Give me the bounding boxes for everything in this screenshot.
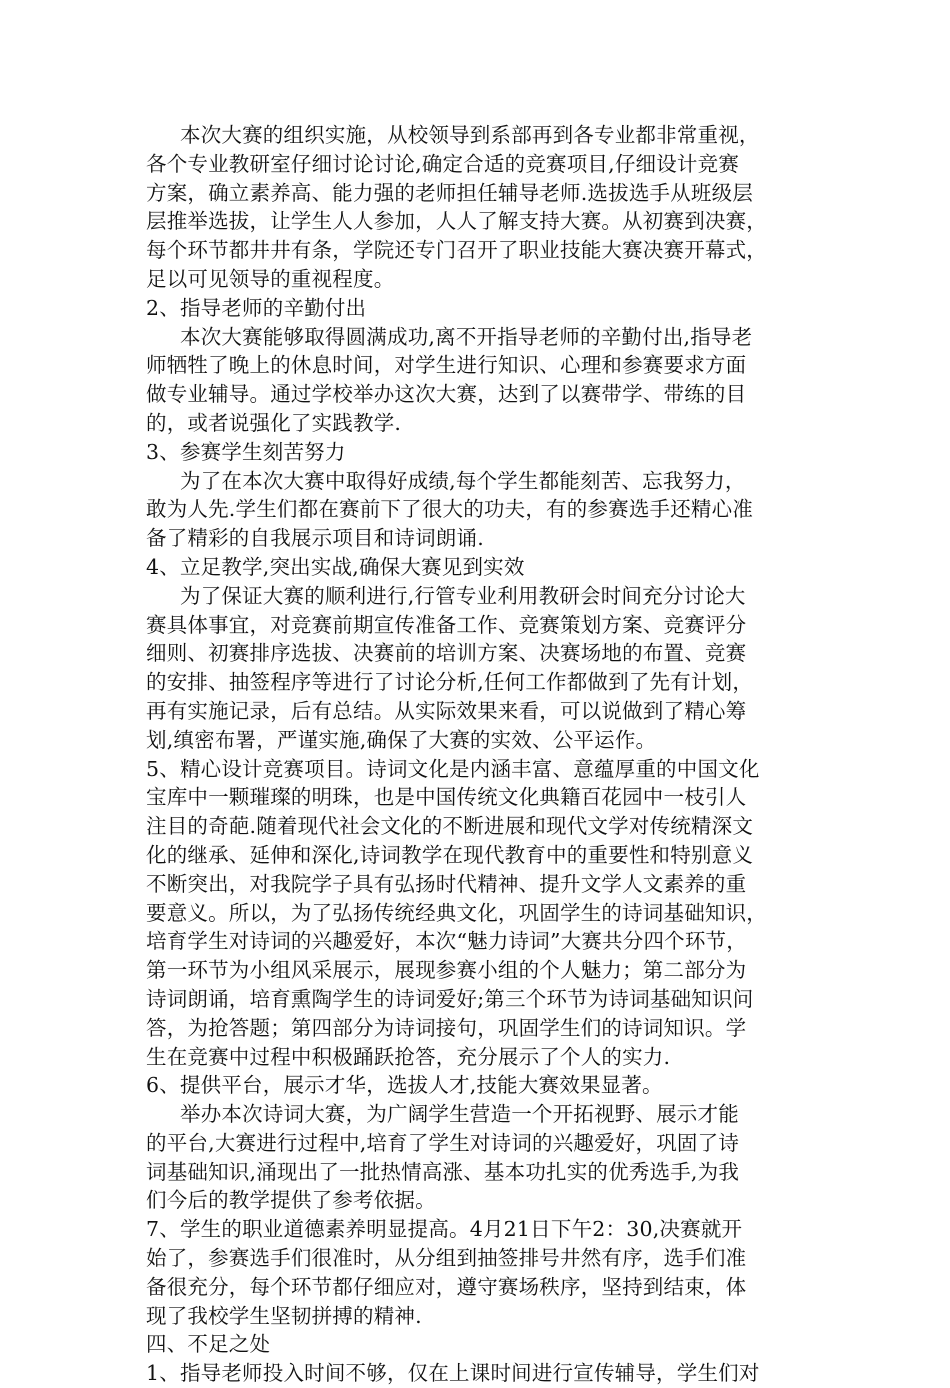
text-line: 答，为抢答题；第四部分为诗词接句，巩固学生们的诗词知识。学: [146, 1015, 747, 1040]
text-line: 方案，确立素养高、能力强的老师担任辅导老师.选拔选手从班级层: [146, 180, 754, 205]
text-line: 师牺牲了晚上的休息时间，对学生进行知识、心理和参赛要求方面: [146, 353, 747, 378]
text-line: 赛具体事宜，对竞赛前期宣传准备工作、竞赛策划方案、竞赛评分: [146, 612, 747, 637]
text-line: 7、学生的职业道德素养明显提高。4月21日下午2：30,决赛就开: [146, 1217, 743, 1242]
text-line: 足以可见领导的重视程度。: [146, 266, 395, 291]
text-line: 做专业辅导。通过学校举办这次大赛，达到了以赛带学、带练的目: [146, 382, 747, 407]
text-line: 备了精彩的自我展示项目和诗词朗诵.: [146, 526, 484, 551]
text-line: 注目的奇葩.随着现代社会文化的不断进展和现代文学对传统精深文: [146, 814, 754, 839]
text-line: 生在竞赛中过程中积极踊跃抢答，充分展示了个人的实力.: [146, 1044, 671, 1069]
text-line: 宝库中一颗璀璨的明珠，也是中国传统文化典籍百花园中一枝引人: [146, 785, 747, 810]
text-line: 举办本次诗词大赛，为广阔学生营造一个开拓视野、展示才能: [180, 1102, 739, 1127]
text-line: 本次大赛能够取得圆满成功,离不开指导老师的辛勤付出,指导老: [180, 324, 753, 349]
text-line: 四、不足之处: [146, 1332, 271, 1357]
text-line: 为了保证大赛的顺利进行,行管专业利用教研会时间充分讨论大: [180, 583, 746, 608]
text-line: 1、指导老师投入时间不够，仅在上课时间进行宣传辅导，学生们对: [146, 1361, 760, 1386]
text-line: 诗词朗诵，培育熏陶学生的诗词爱好;第三个环节为诗词基础知识问: [146, 986, 754, 1011]
text-line: 培育学生对诗词的兴趣爱好，本次“魅力诗词”大赛共分四个环节，: [146, 929, 747, 954]
text-line: 细则、初赛排序选拔、决赛前的培训方案、决赛场地的布置、竞赛: [146, 641, 747, 666]
text-line: 层推举选拔，让学生人人参加，人人了解支持大赛。从初赛到决赛，: [146, 209, 767, 234]
text-line: 本次大赛的组织实施，从校领导到系部再到各专业都非常重视，: [180, 123, 760, 147]
text-line: 2、指导老师的辛勤付出: [146, 295, 367, 320]
text-line: 们今后的教学提供了参考依据。: [146, 1188, 436, 1213]
text-line: 现了我校学生坚韧拼搏的精神.: [146, 1303, 422, 1328]
text-line: 要意义。所以，为了弘扬传统经典文化，巩固学生的诗词基础知识，: [146, 900, 767, 925]
text-line: 3、参赛学生刻苦努力: [146, 439, 346, 464]
text-line: 第一环节为小组风采展示，展现参赛小组的个人魅力；第二部分为: [146, 958, 747, 983]
text-line: 的，或者说强化了实践教学.: [146, 410, 402, 435]
text-line: 词基础知识,涌现出了一批热情高涨、基本功扎实的优秀选手,为我: [146, 1159, 740, 1184]
text-line: 始了，参赛选手们很准时，从分组到抽签排号井然有序，选手们准: [146, 1246, 747, 1271]
text-line: 的安排、抽签程序等进行了讨论分析,任何工作都做到了先有计划，: [146, 670, 754, 695]
text-line: 每个环节都井井有条，学院还专门召开了职业技能大赛决赛开幕式，: [146, 238, 767, 263]
text-line: 划,缜密布署，严谨实施,确保了大赛的实效、公平运作。: [146, 727, 657, 752]
text-line: 不断突出，对我院学子具有弘扬时代精神、提升文学人文素养的重: [146, 871, 747, 896]
text-line: 为了在本次大赛中取得好成绩,每个学生都能刻苦、忘我努力，: [180, 468, 746, 493]
text-line: 敢为人先.学生们都在赛前下了很大的功夫，有的参赛选手还精心准: [146, 497, 754, 522]
text-line: 的平台,大赛进行过程中,培育了学生对诗词的兴趣爱好，巩固了诗: [146, 1130, 740, 1155]
text-line: 各个专业教研室仔细讨论讨论,确定合适的竞赛项目,仔细设计竞赛: [146, 151, 740, 176]
text-line: 5、精心设计竞赛项目。诗词文化是内涵丰富、意蕴厚重的中国文化: [146, 756, 760, 781]
text-line: 4、立足教学,突出实战,确保大赛见到实效: [146, 554, 525, 579]
text-line: 化的继承、延伸和深化,诗词教学在现代教育中的重要性和特别意义: [146, 842, 754, 867]
text-line: 备很充分，每个环节都仔细应对，遵守赛场秩序，坚持到结束，体: [146, 1274, 747, 1299]
document-body: [146, 121, 826, 1388]
text-line: 6、提供平台，展示才华，选拔人才,技能大赛效果显著。: [146, 1073, 663, 1098]
text-line: 再有实施记录，后有总结。从实际效果来看，可以说做到了精心筹: [146, 698, 747, 723]
